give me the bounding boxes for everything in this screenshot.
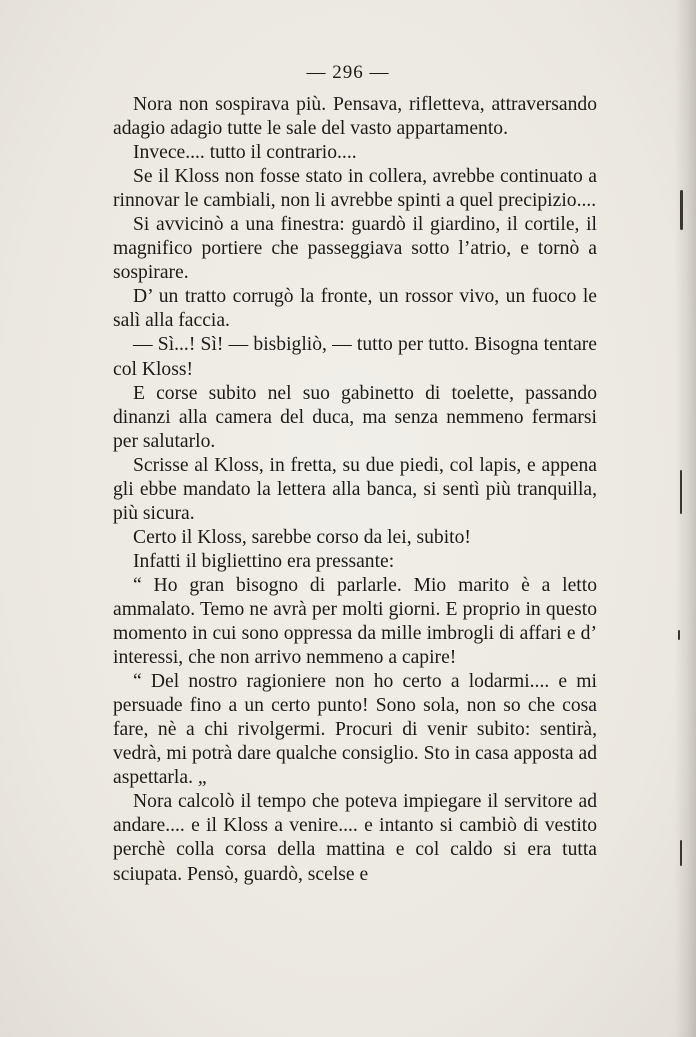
page-number: — 296 — [306,62,390,83]
page-edge-shadow [674,0,696,1037]
edge-mark [680,840,682,866]
body-text [113,93,597,887]
paragraph: Invece.... tutto il contrario.... [133,142,357,164]
paragraph: — Sì...! Sì! — bisbigliò, — tutto per tutto. Bisogna tentare col Kloss! [113,334,597,380]
paragraph: Infatti il bigliettino era pressante: [133,550,395,572]
paragraph: Nora calcolò il tempo che poteva impiegare il servitore ad andare.... e il Kloss a venire.... e intanto si cambiò di vestito perchè colla corsa della mattina e col caldo si era tutta sciupata. Pensò, guardò, scelse e [113,791,597,885]
edge-mark [680,470,682,514]
paragraph: Si avvicinò a una finestra: guardò il giardino, il cortile, il magnifico portiere che passeggiava sotto l’atrio, e tornò a sospirare. [113,214,597,284]
edge-mark [678,630,680,640]
quote-paragraph: “ Ho gran bisogno di parlarle. Mio marito è a letto ammalato. Temo ne avrà per molti giorni. E proprio in questo momento in cui sono oppressa da mille imbrogli di affari e d’ interessi, che non arrivo nemmeno a capire! [113,574,597,669]
paragraph: Nora non sospirava più. Pensava, rifletteva, attraversando adagio adagio tutte le sale del vasto appartamento. [113,94,597,140]
edge-mark [680,190,683,230]
paragraph: E corse subito nel suo gabinetto di toelette, passando dinanzi alla camera del duca, ma senza nemmeno fermarsi per salutarlo. [113,382,597,452]
paragraph: D’ un tratto corrugò la fronte, un rossor vivo, un fuoco le salì alla faccia. [113,286,597,332]
paragraph: Scrisse al Kloss, in fretta, su due piedi, col lapis, e appena gli ebbe mandato la lettera alla banca, si sentì più tranquilla, più sicura. [113,454,597,524]
quote-paragraph: “ Del nostro ragioniere non ho certo a lodarmi.... e mi persuade fino a un certo punto! Sono sola, non so che cosa fare, nè a chi rivolgermi. Procuri di venir subito: sentirà, vedrà, mi potrà dare qualche consiglio. Sto in casa apposta ad aspettarla. „ [113,671,597,789]
paragraph: Se il Kloss non fosse stato in collera, avrebbe continuato a rinnovar le cambiali, non li avrebbe spinti a quel precipizio.... [113,166,597,212]
paragraph: Certo il Kloss, sarebbe corso da lei, subito! [133,526,471,548]
